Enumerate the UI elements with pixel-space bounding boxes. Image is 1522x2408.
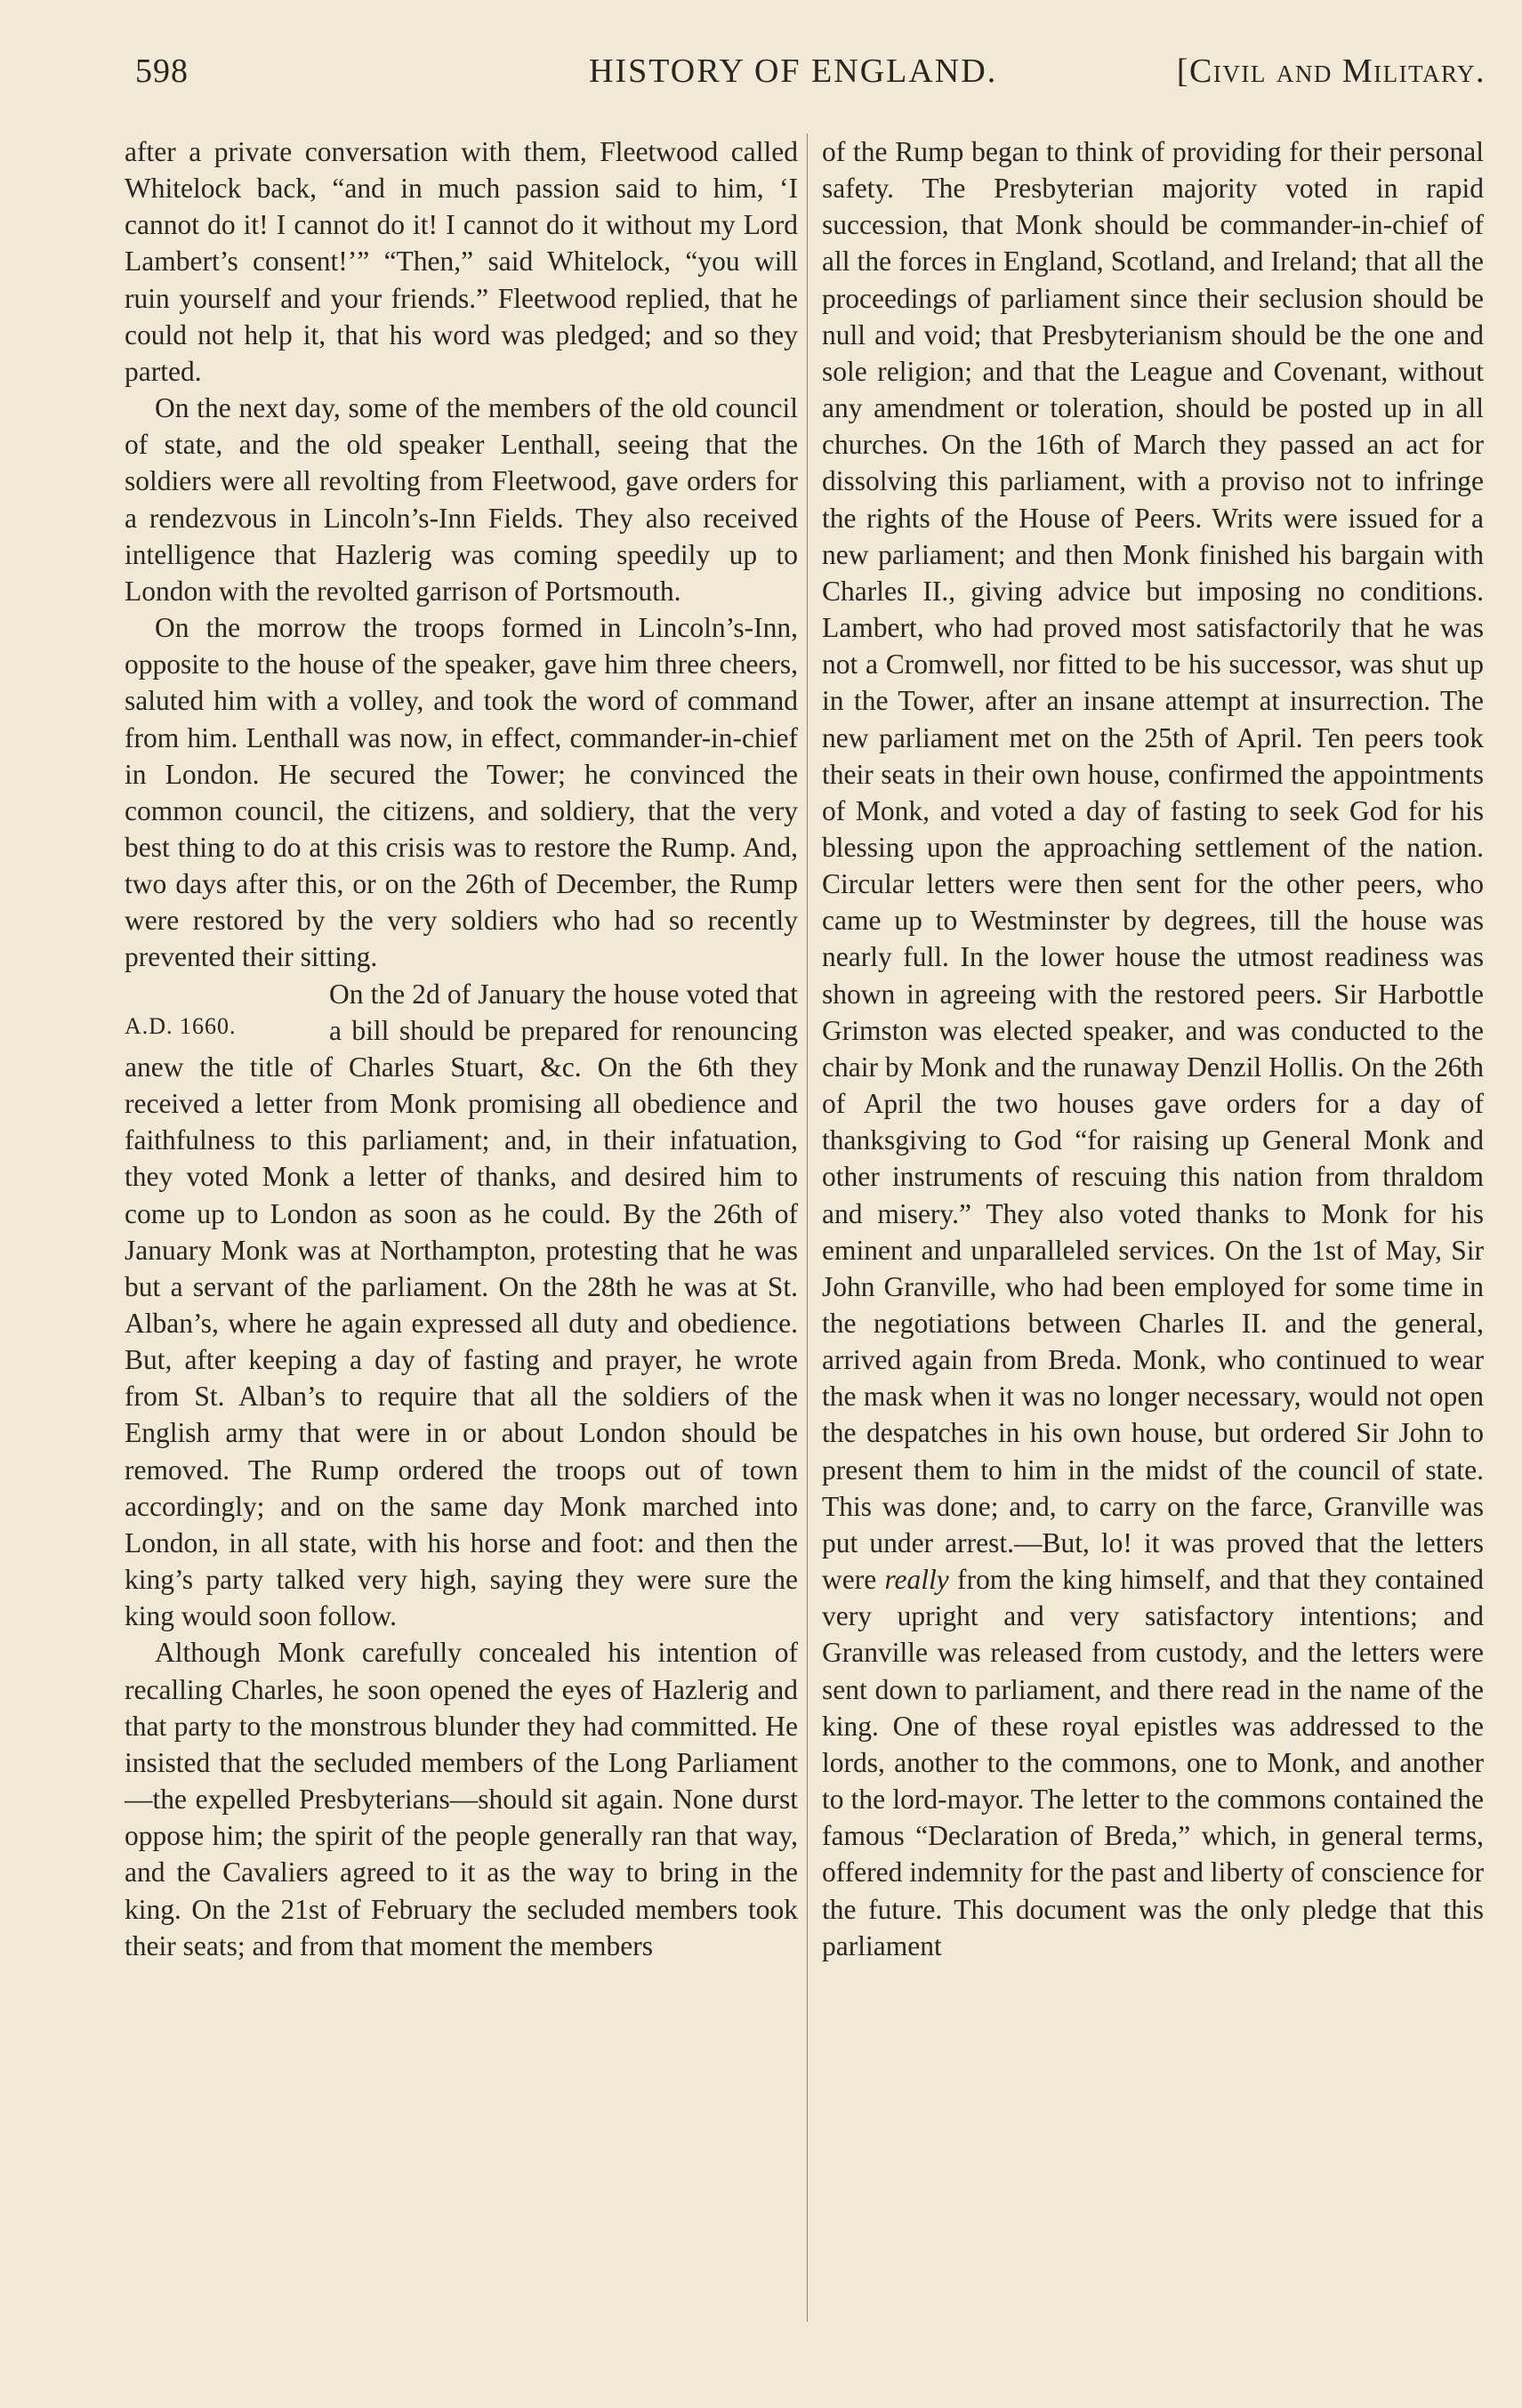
paragraph-text: of the Rump began to think of providing for their personal safety. The Presbyterian majority voted in rapid succession, that Monk should be commander-in-chief of all the forces in England, Scotland, and Ireland; that all the proceedings of parliament since their seclusion should be null and void; that Presbyterianism should be the one and sole religion; and that the League and Covenant, without any amendment or toleration, should be posted up in all churches. On the 16th of March they passed an act for dissolving this parliament, with a proviso not to infringe the rights of the House of Peers. Writs were issued for a new parliament; and then Monk finished his bargain with Charles II., giving advice but imposing no conditions. Lambert, who had proved most satisfactorily that he was not a Cromwell, nor fitted to be his successor, was shut up in the Tower, after an insane attempt at insurrection. The new parliament met on the 25th of April. Ten peers took their seats in their own house, confirmed the appointments of Monk, and voted a day of fasting to seek God for his blessing upon the approaching settlement of the nation. Circular letters were then sent for the other peers, who came up to Westminster by degrees, till the house was nearly full. In the lower house the utmost readiness was shown in agreeing with the restored peers. Sir Harbottle Grimston was elected speaker, and was conducted to the chair by Monk and the runaway Denzil Hollis. On the 26th of April the two houses gave orders for a day of thanksgiving to God “for raising up General Monk and other instruments of rescuing this nation from thraldom and misery.” They also voted thanks to Monk for his eminent and unparalleled services. On the 1st of May, Sir John Granville, who had been employed for some time in the negotiations between Charles II. and the general, arrived again from Breda. Monk, who continued to wear the mask when it was no longer necessary, would not open the despatches in his own house, but ordered Sir John to present them to him in the midst of the council of state. This was done; and, to carry on the farce, Granville was put under arrest.—But, lo! it was proved that the letters were (822, 136, 1484, 1596)
paragraph: On the morrow the troops formed in Lincoln’s-Inn, opposite to the house of the speaker, gave him three cheers, saluted him with a volley, and took the word of command from him. Lenthall was now, in effect, commander-in-chief in London. He secured the Tower; he convinced the common council, the citizens, and soldiery, that the very best thing to do at this crisis was to restore the Rump. And, two days after this, or on the 26th of December, the Rump were restored by the very soldiers who had so recently prevented their sitting. (125, 612, 798, 973)
running-header (135, 52, 1486, 105)
paragraph: On the next day, some of the members of the old council of state, and the old speaker Lenthall, seeing that the soldiers were all revolting from Fleetwood, gave orders for a rendezvous in Lincoln’s-Inn Fields. They also received intelligence that Hazlerig was coming speedily up to London with the revolted garrison of Portsmouth. (125, 392, 798, 607)
right-column (822, 133, 1484, 1964)
emphasis-text: really (884, 1564, 949, 1596)
paragraph: after a private conversation with them, Fleetwood called Whitelock back, “and in much passion said to him, ‘I cannot do it! I cannot do it! I cannot do it without my Lord Lambert’s consent!’” “Then,” said Whitelock, “you will ruin yourself and your friends.” Fleetwood replied, that he could not help it, that his word was pledged; and so they parted. (125, 136, 798, 387)
page-number: 598 (135, 52, 189, 90)
section-title: [Civil and Military. (1176, 52, 1486, 90)
dated-paragraph (125, 976, 798, 1635)
paragraph (822, 133, 1484, 1964)
margin-date-label: A.D. 1660. (125, 1012, 237, 1039)
paragraph-text: from the king himself, and that they contained very upright and very satisfactory intentions; and Granville was released from custody, and the letters were sent down to parliament, and there read in the name of the king. One of these royal epistles was addressed to the lords, another to the commons, one to Monk, and another to the lord-mayor. The letter to the commons contained the famous “Declaration of Breda,” which, in general terms, offered indemnity for the past and liberty of conscience for the future. This document was the only pledge that this parliament (822, 1564, 1485, 1961)
column-divider (807, 133, 808, 2322)
running-title: HISTORY OF ENGLAND. (589, 52, 998, 90)
left-column (125, 133, 798, 1964)
paragraph: Although Monk carefully concealed his intention of recalling Charles, he soon opened the eyes of Hazlerig and that party to the monstrous blunder they had committed. He insisted that the secluded members of the Long Parliament —the expelled Presbyterians—should sit again. None durst oppose him; the spirit of the people generally ran that way, and the Cavaliers agreed to it as the way to bring in the king. On the 21st of February the secluded members took their seats; and from that moment the members (125, 1637, 798, 1961)
paragraph: On the 2d of January the house voted that a bill should be prepared for renouncing anew the title of Charles Stuart, &c. On the 6th they received a letter from Monk promising all obedience and faithfulness to this parliament; and, in their infatuation, they voted Monk a letter of thanks, and desired him to come up to London as soon as he could. By the 26th of January Monk was at Northampton, protesting that he was but a servant of the parliament. On the 28th he was at St. Alban’s, where he again expressed all duty and obedience. But, after keeping a day of fasting and prayer, he wrote from St. Alban’s to require that all the soldiers of the English army that were in or about London should be removed. The Rump ordered the troops out of town accordingly; and on the same day Monk marched into London, in all state, with his horse and foot: and then the king’s party talked very high, saying they were sure the king would soon follow. (125, 978, 798, 1632)
